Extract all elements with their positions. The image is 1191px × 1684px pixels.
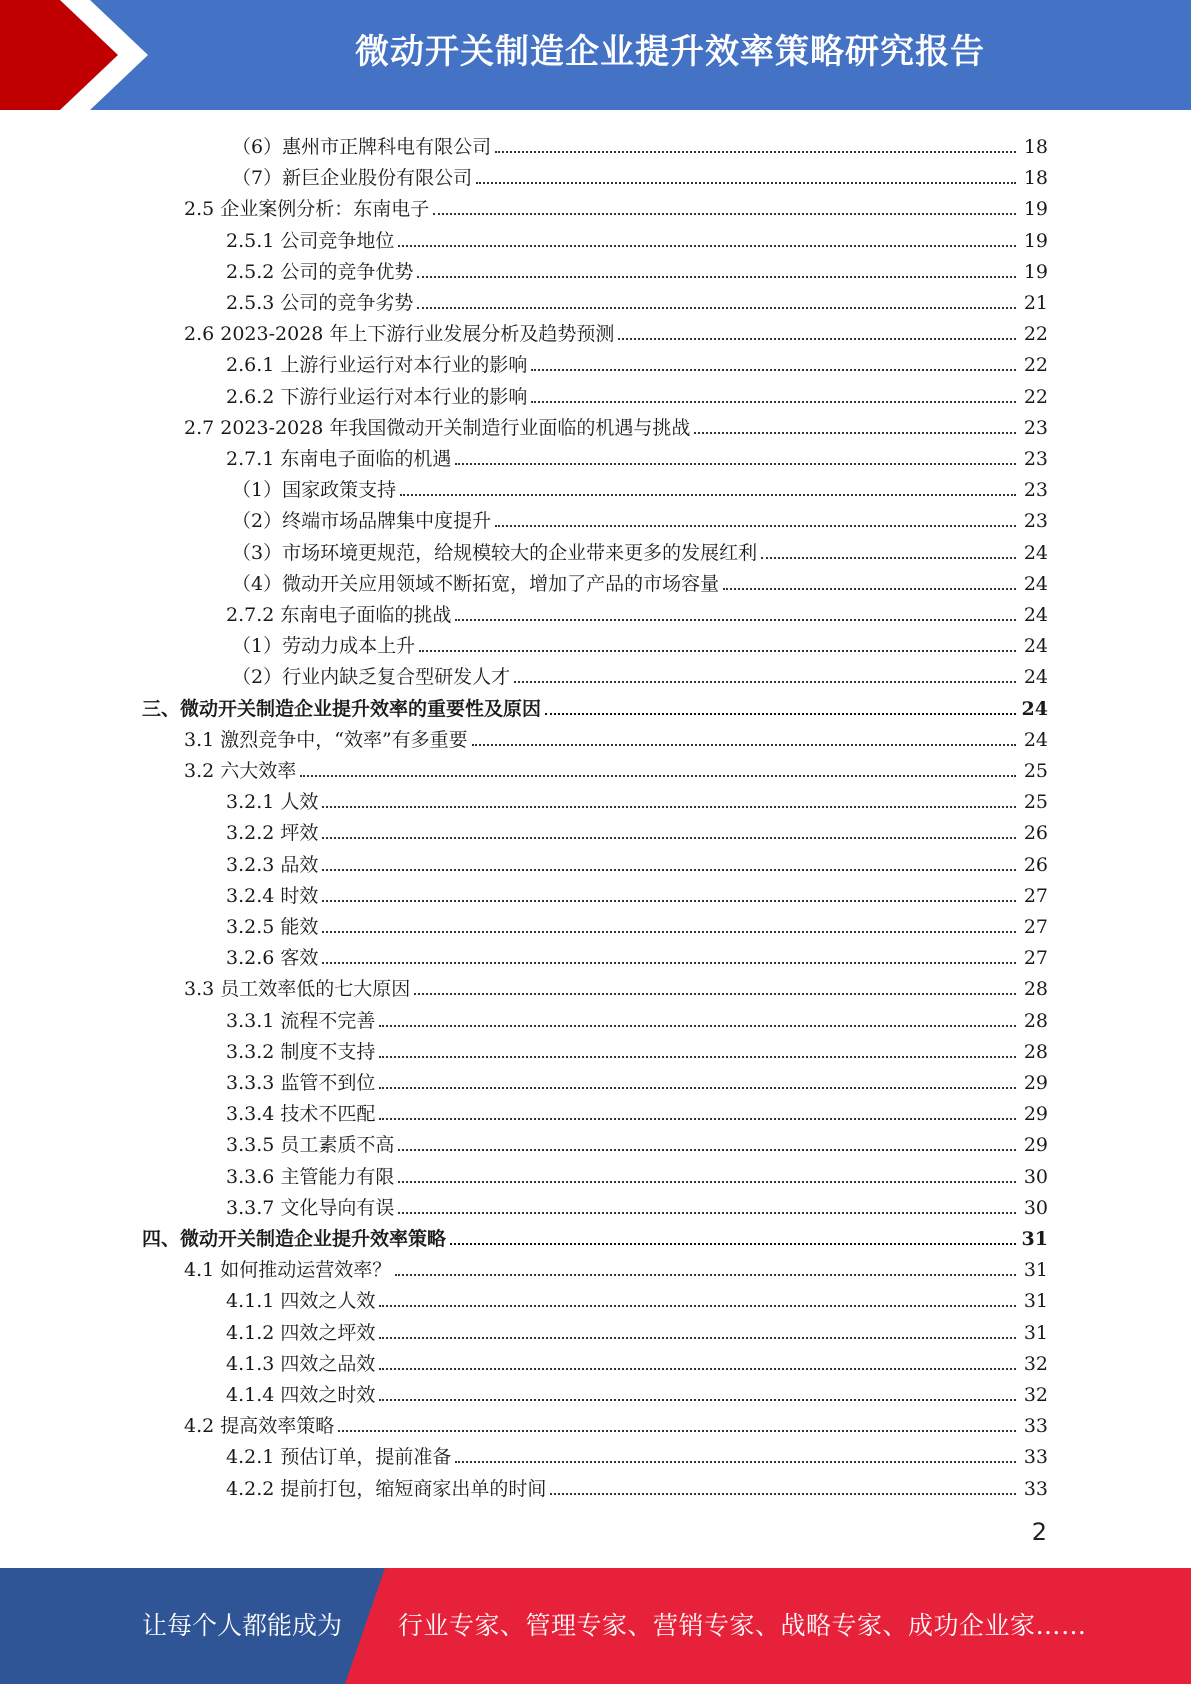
toc-dot-leader <box>550 1493 1016 1495</box>
toc-dot-leader <box>545 713 1016 715</box>
toc-entry-page: 33 <box>1023 1478 1048 1500</box>
toc-dot-leader <box>322 869 1016 871</box>
toc-entry[interactable] <box>232 471 1048 502</box>
toc-entry-label: 2.5.2 公司的竞争优势 <box>226 261 414 283</box>
toc-entry[interactable] <box>226 908 1048 939</box>
toc-entry[interactable] <box>226 1033 1048 1064</box>
toc-entry-page: 21 <box>1023 292 1048 314</box>
toc-entry[interactable] <box>142 1220 1048 1251</box>
toc-entry-label: 3.2 六大效率 <box>184 760 297 782</box>
toc-entry-page: 24 <box>1023 542 1048 564</box>
toc-entry-page: 28 <box>1023 978 1048 1000</box>
toc-dot-leader <box>455 1461 1016 1463</box>
toc-dot-leader <box>723 588 1016 590</box>
toc-entry-label: （1）国家政策支持 <box>232 479 397 501</box>
toc-entry[interactable] <box>226 846 1048 877</box>
toc-entry[interactable] <box>232 159 1048 190</box>
toc-dot-leader <box>322 837 1016 839</box>
toc-dot-leader <box>398 1212 1016 1214</box>
toc-entry-page: 27 <box>1023 916 1048 938</box>
toc-entry-page: 18 <box>1023 167 1048 189</box>
toc-entry[interactable] <box>226 440 1048 471</box>
toc-dot-leader <box>338 1430 1016 1432</box>
toc-entry[interactable] <box>226 1002 1048 1033</box>
toc-entry-page: 30 <box>1023 1166 1048 1188</box>
toc-entry-label: 3.2.5 能效 <box>226 916 319 938</box>
toc-entry-label: 3.2.4 时效 <box>226 885 319 907</box>
footer-slogan-right: 行业专家、管理专家、营销专家、战略专家、成功企业家…… <box>398 1611 1087 1640</box>
toc-dot-leader <box>322 962 1016 964</box>
toc-entry[interactable] <box>226 1126 1048 1157</box>
toc-dot-leader <box>379 1368 1016 1370</box>
toc-entry[interactable] <box>232 128 1048 159</box>
toc-entry-label: （6）惠州市正牌科电有限公司 <box>232 136 492 158</box>
toc-entry[interactable] <box>226 1314 1048 1345</box>
toc-dot-leader <box>531 401 1016 403</box>
toc-entry-page: 23 <box>1023 448 1048 470</box>
toc-entry[interactable] <box>226 1345 1048 1376</box>
toc-dot-leader <box>618 338 1016 340</box>
toc-dot-leader <box>379 1056 1016 1058</box>
toc-entry-label: 4.1 如何推动运营效率？ <box>184 1259 392 1281</box>
toc-entry-page: 26 <box>1023 854 1048 876</box>
toc-dot-leader <box>455 463 1016 465</box>
toc-entry[interactable] <box>226 284 1048 315</box>
toc-entry-label: 4.2.2 提前打包，缩短商家出单的时间 <box>226 1478 547 1500</box>
toc-entry-page: 25 <box>1023 760 1048 782</box>
toc-entry-page: 31 <box>1023 1290 1048 1312</box>
toc-dot-leader <box>476 182 1016 184</box>
toc-entry-label: （2）行业内缺乏复合型研发人才 <box>232 666 511 688</box>
toc-entry-page: 25 <box>1023 791 1048 813</box>
toc-entry-page: 19 <box>1023 230 1048 252</box>
toc-entry-label: 3.3.6 主管能力有限 <box>226 1166 395 1188</box>
toc-entry-label: 2.6.1 上游行业运行对本行业的影响 <box>226 354 528 376</box>
toc-entry-label: （7）新巨企业股份有限公司 <box>232 167 473 189</box>
toc-entry[interactable] <box>226 222 1048 253</box>
toc-entry[interactable] <box>184 970 1048 1001</box>
toc-entry-label: 3.2.3 品效 <box>226 854 319 876</box>
toc-dot-leader <box>419 650 1016 652</box>
toc-entry-page: 19 <box>1023 198 1048 220</box>
toc-entry-label: 3.2.2 坪效 <box>226 822 319 844</box>
toc-dot-leader <box>417 307 1016 309</box>
toc-entry-page: 31 <box>1023 1259 1048 1281</box>
toc-entry-page: 26 <box>1023 822 1048 844</box>
toc-entry[interactable] <box>226 378 1048 409</box>
toc-entry-page: 28 <box>1023 1010 1048 1032</box>
toc-entry-label: 2.5.3 公司的竞争劣势 <box>226 292 414 314</box>
toc-entry[interactable] <box>232 658 1048 689</box>
toc-entry-page: 24 <box>1021 698 1048 720</box>
toc-entry-label: 2.7 2023-2028 年我国微动开关制造行业面临的机遇与挑战 <box>184 417 691 439</box>
toc-entry-page: 24 <box>1023 573 1048 595</box>
toc-entry-label: 3.3.1 流程不完善 <box>226 1010 376 1032</box>
toc-entry-page: 31 <box>1023 1322 1048 1344</box>
toc-entry-page: 18 <box>1023 136 1048 158</box>
toc-entry[interactable] <box>226 939 1048 970</box>
toc-entry-label: 4.1.4 四效之时效 <box>226 1384 376 1406</box>
toc-entry[interactable] <box>226 1064 1048 1095</box>
toc-dot-leader <box>433 213 1016 215</box>
toc-entry-label: 2.5.1 公司竞争地位 <box>226 230 395 252</box>
toc-entry-page: 22 <box>1023 354 1048 376</box>
toc-entry[interactable] <box>232 565 1048 596</box>
toc-entry-label: 3.3.7 文化导向有误 <box>226 1197 395 1219</box>
toc-entry-label: 3.2.1 人效 <box>226 791 319 813</box>
toc-entry[interactable] <box>226 1158 1048 1189</box>
toc-dot-leader <box>379 1087 1016 1089</box>
toc-entry-page: 23 <box>1023 510 1048 532</box>
toc-dot-leader <box>514 681 1016 683</box>
toc-entry-page: 23 <box>1023 417 1048 439</box>
toc-entry-page: 23 <box>1023 479 1048 501</box>
toc-entry-page: 24 <box>1023 604 1048 626</box>
toc-dot-leader <box>395 1274 1016 1276</box>
toc-entry[interactable] <box>226 1376 1048 1407</box>
toc-entry[interactable] <box>226 814 1048 845</box>
toc-dot-leader <box>417 276 1016 278</box>
toc-entry-page: 24 <box>1023 635 1048 657</box>
toc-entry-label: 4.1.2 四效之坪效 <box>226 1322 376 1344</box>
toc-entry[interactable] <box>226 1095 1048 1126</box>
toc-entry-page: 30 <box>1023 1197 1048 1219</box>
header-chevron-icon <box>0 0 150 110</box>
toc-entry[interactable] <box>232 534 1048 565</box>
toc-entry-label: 4.1.1 四效之人效 <box>226 1290 376 1312</box>
toc-entry-label: 2.6.2 下游行业运行对本行业的影响 <box>226 386 528 408</box>
toc-entry-label: 四、微动开关制造企业提升效率策略 <box>142 1228 447 1250</box>
toc-entry-label: 3.3 员工效率低的七大原因 <box>184 978 411 1000</box>
footer-slogan-left: 让每个人都能成为 <box>142 1611 343 1640</box>
toc-entry-label: 3.3.4 技术不匹配 <box>226 1103 376 1125</box>
toc-entry-label: 4.2 提高效率策略 <box>184 1415 335 1437</box>
page-header <box>0 0 1191 110</box>
toc-entry-label: 3.2.6 客效 <box>226 947 319 969</box>
toc-entry[interactable] <box>232 627 1048 658</box>
toc-dot-leader <box>322 806 1016 808</box>
toc-entry[interactable] <box>142 690 1048 721</box>
toc-dot-leader <box>379 1399 1016 1401</box>
toc-entry[interactable] <box>226 253 1048 284</box>
toc-entry-page: 24 <box>1023 729 1048 751</box>
toc-entry-label: （1）劳动力成本上升 <box>232 635 416 657</box>
toc-entry[interactable] <box>226 1282 1048 1313</box>
toc-entry[interactable] <box>184 409 1048 440</box>
toc-dot-leader <box>455 619 1016 621</box>
toc-entry[interactable] <box>232 502 1048 533</box>
toc-dot-leader <box>531 369 1016 371</box>
toc-entry[interactable] <box>184 190 1048 221</box>
toc-entry-label: （2）终端市场品牌集中度提升 <box>232 510 492 532</box>
toc-entry-label: 2.6 2023-2028 年上下游行业发展分析及趋势预测 <box>184 323 615 345</box>
toc-dot-leader <box>400 494 1016 496</box>
toc-entry-page: 31 <box>1021 1228 1048 1250</box>
toc-entry[interactable] <box>184 721 1048 752</box>
toc-entry-page: 29 <box>1023 1072 1048 1094</box>
toc-dot-leader <box>495 525 1016 527</box>
toc-dot-leader <box>322 931 1016 933</box>
toc-entry-label: 3.3.3 监管不到位 <box>226 1072 376 1094</box>
toc-entry[interactable] <box>184 315 1048 346</box>
toc-entry-label: 2.5 企业案例分析：东南电子 <box>184 198 430 220</box>
toc-entry-page: 32 <box>1023 1353 1048 1375</box>
toc-entry-label: 2.7.1 东南电子面临的机遇 <box>226 448 452 470</box>
toc-dot-leader <box>379 1305 1016 1307</box>
document-title: 微动开关制造企业提升效率策略研究报告 <box>355 32 985 72</box>
toc-dot-leader <box>450 1243 1016 1245</box>
toc-entry[interactable] <box>226 1189 1048 1220</box>
toc-dot-leader <box>322 900 1016 902</box>
toc-entry-label: 3.3.5 员工素质不高 <box>226 1134 395 1156</box>
toc-entry-label: （3）市场环境更规范，给规模较大的企业带来更多的发展红利 <box>232 542 758 564</box>
toc-entry-label: 3.1 激烈竞争中，“效率”有多重要 <box>184 729 468 751</box>
toc-dot-leader <box>398 245 1016 247</box>
toc-entry[interactable] <box>226 596 1048 627</box>
toc-entry[interactable] <box>226 877 1048 908</box>
toc-dot-leader <box>472 744 1016 746</box>
toc-dot-leader <box>398 1181 1016 1183</box>
toc-dot-leader <box>398 1149 1016 1151</box>
toc-entry-page: 24 <box>1023 666 1048 688</box>
toc-entry[interactable] <box>184 1251 1048 1282</box>
toc-entry[interactable] <box>226 1470 1048 1501</box>
toc-entry-label: 三、微动开关制造企业提升效率的重要性及原因 <box>142 698 542 720</box>
page-number: 2 <box>1031 1518 1047 1546</box>
toc-entry-label: 4.2.1 预估订单，提前准备 <box>226 1446 452 1468</box>
toc-dot-leader <box>694 432 1016 434</box>
toc-entry-label: 3.3.2 制度不支持 <box>226 1041 376 1063</box>
toc-dot-leader <box>495 151 1016 153</box>
toc-entry[interactable] <box>226 346 1048 377</box>
toc-entry[interactable] <box>226 783 1048 814</box>
toc-entry-label: 4.1.3 四效之品效 <box>226 1353 376 1375</box>
toc-dot-leader <box>300 775 1016 777</box>
toc-entry-page: 27 <box>1023 885 1048 907</box>
toc-entry-label: 2.7.2 东南电子面临的挑战 <box>226 604 452 626</box>
toc-entry-page: 32 <box>1023 1384 1048 1406</box>
toc-entry-page: 29 <box>1023 1103 1048 1125</box>
toc-entry-page: 27 <box>1023 947 1048 969</box>
toc-dot-leader <box>379 1337 1016 1339</box>
toc-entry-page: 22 <box>1023 323 1048 345</box>
toc-entry-page: 22 <box>1023 386 1048 408</box>
toc-dot-leader <box>379 1025 1016 1027</box>
toc-entry-page: 33 <box>1023 1415 1048 1437</box>
toc-entry-page: 33 <box>1023 1446 1048 1468</box>
toc-entry-page: 19 <box>1023 261 1048 283</box>
toc-entry-label: （4）微动开关应用领域不断拓宽，增加了产品的市场容量 <box>232 573 720 595</box>
toc-entry-page: 29 <box>1023 1134 1048 1156</box>
toc-entry[interactable] <box>184 1407 1048 1438</box>
toc-entry-page: 28 <box>1023 1041 1048 1063</box>
toc-dot-leader <box>761 557 1016 559</box>
page-footer <box>0 1568 1191 1684</box>
toc-dot-leader <box>379 1118 1016 1120</box>
toc-entry[interactable] <box>226 1438 1048 1469</box>
toc-dot-leader <box>414 993 1016 995</box>
toc-entry[interactable] <box>184 752 1048 783</box>
